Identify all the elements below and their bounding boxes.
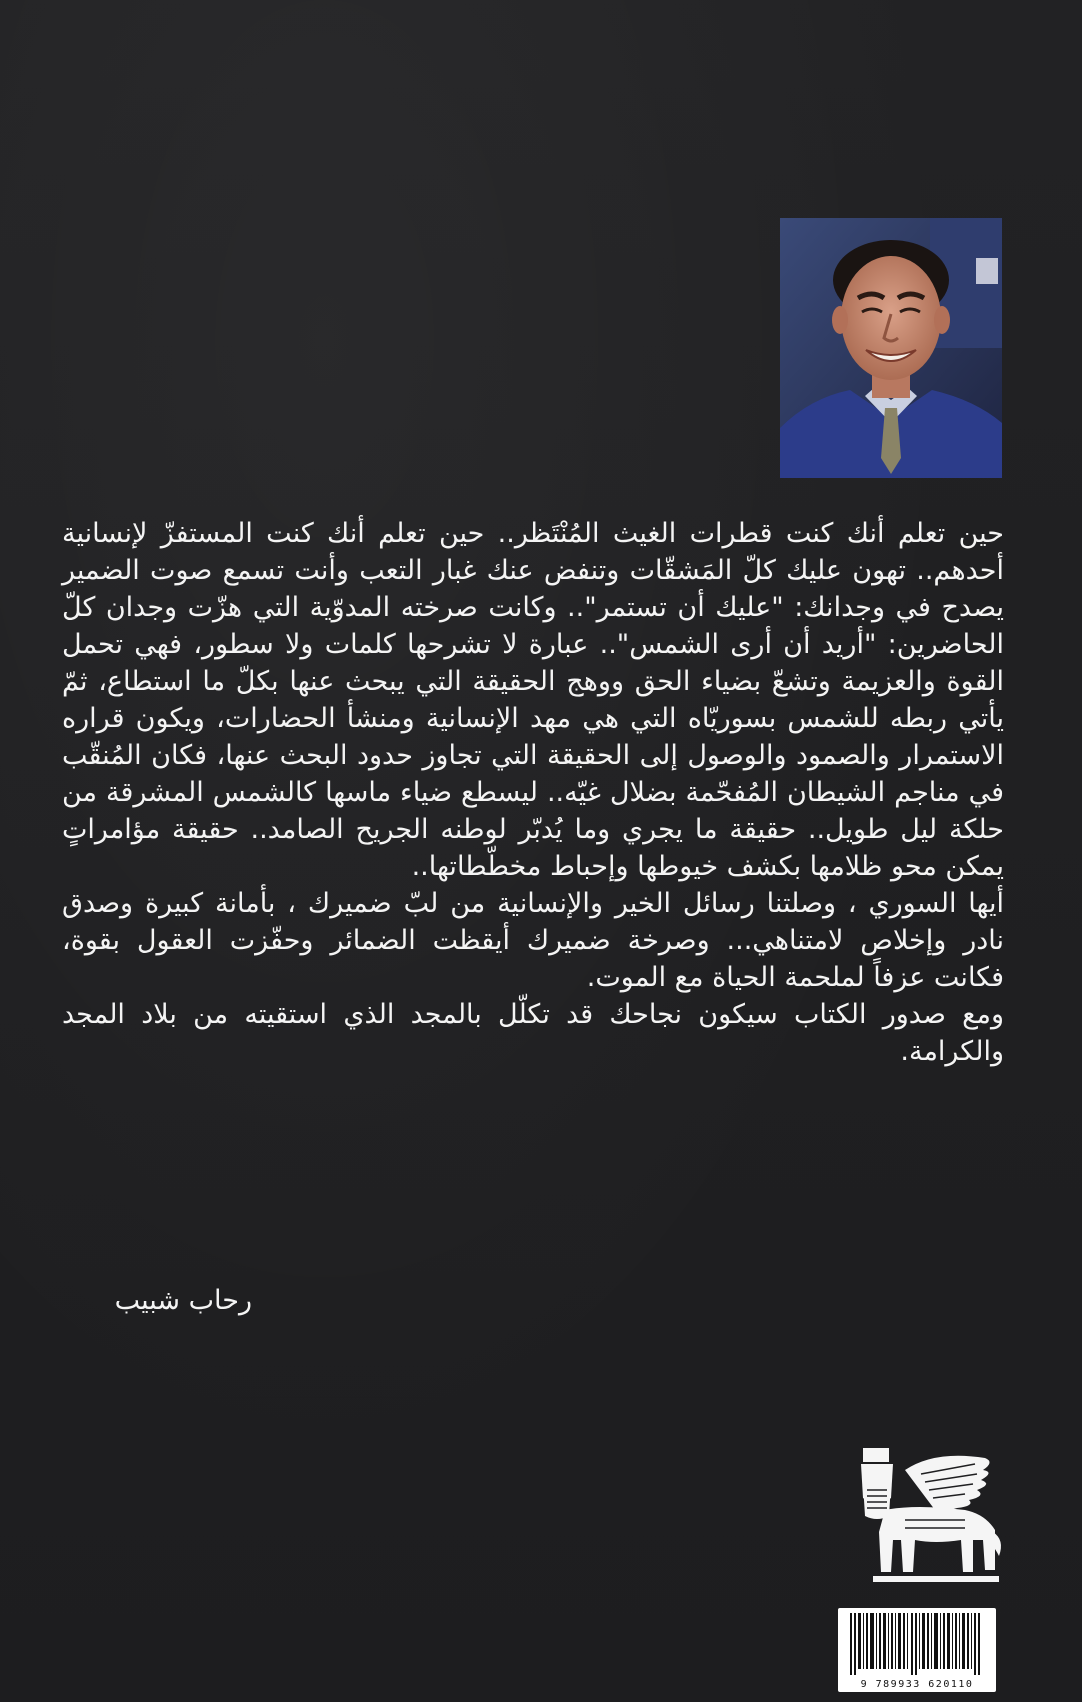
blurb-paragraph-1: حين تعلم أنك كنت قطرات الغيث المُنْتَظر.. حين تعلم أنك كنت المستفزّ لإنسانية أحدهم.. تهون عليك كلّ المَشقّات وتنفض عنك غبار التعب وأنت تسمع صوت الضمير يصدح في وجدانك: "عليك أن تستمر".. وكانت صرخته المدوّية التي هزّت وجدان كلّ الحاضرين: "أريد أن أرى الشمس".. عبارة لا تشرحها كلمات ولا سطور، فهي تحمل القوة والعزيمة وتشعّ بضياء الحق ووهج الحقيقة التي يبحث عنها بكلّ ما استطاع، ثمّ يأتي ربطه للشمس بسوريّاه التي هي مهد الإنسانية ومنشأ الحضارات، ويكون قراره الاستمرار والصمود والوصول إلى الحقيقة التي تجاوز حدود البحث عنها، فكان المُنقّب في مناجم الشيطان المُفحّمة بضلال غيّه.. ليسطع ضياء ماسها كالشمس المشرقة من حلكة ليل طويل.. حقيقة ما يجري وما يُدبّر لوطنه الجريح الصامد.. حقيقة مؤامراتٍ يمكن محو ظلامها بكشف خيوطها وإحباط مخطّطاتها..: [62, 518, 1004, 882]
winged-bull-lamassu-icon: [845, 1440, 1005, 1590]
author-photo: [780, 218, 1002, 478]
blurb-paragraph-3: ومع صدور الكتاب سيكون نجاحك قد تكلّل بالمجد الذي استقيته من بلاد المجد والكرامة.: [62, 999, 1004, 1067]
isbn-number: 9 789933 620110: [860, 1679, 974, 1690]
blurb-paragraph-2: أيها السوري ، وصلتنا رسائل الخير والإنسانية من لبّ ضميرك ، بأمانة كبيرة وصدق نادر وإخلاص لامتناهي... وصرخة ضميرك أيقظت الضمائر وحفّزت العقول بقوة، فكانت عزفاً لملحمة الحياة مع الموت.: [62, 888, 1004, 993]
isbn-barcode: [838, 1608, 996, 1692]
back-cover-blurb: [62, 515, 1004, 1070]
blurb-signature: رحاب شبيب: [114, 1285, 252, 1316]
barcode-bars: [844, 1613, 990, 1675]
